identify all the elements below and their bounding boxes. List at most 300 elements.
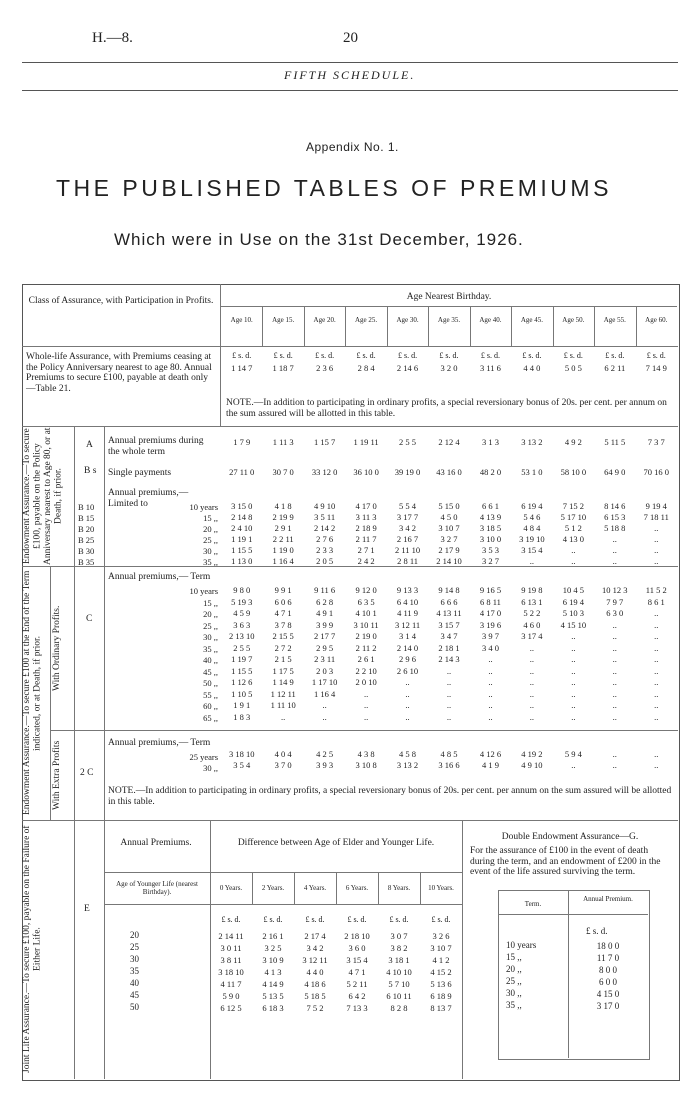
premium-cell: 2 3 11 [314,654,336,664]
c-term: 10 years [189,586,218,596]
premium-cell: 3 16 6 [438,760,460,770]
unit-label: £ s. d. [356,351,376,360]
premium-cell: 2 9 1 [274,523,292,533]
difference-column-header: 8 Years. [387,884,411,892]
premium-cell: 1 19 0 [272,545,294,555]
premium-cell: 4 1 9 [481,760,499,770]
premium-cell: 1 16 4 [314,688,336,699]
premium-cell: 2 4 10 [231,523,253,533]
difference-column-header: 0 Years. [219,884,243,892]
age-column-header: Age 10. [230,316,253,324]
joint-premium-cell: 4 1 3 [264,967,282,977]
c-term: 45 ,, [203,666,218,677]
premium-cell: 2 2 10 [355,665,377,676]
b-code: B 10 [78,502,95,512]
c-term: 65 ,, [203,712,218,723]
premium-cell: 2 7 1 [357,545,375,555]
premium-cell: 2 14 0 [396,642,419,653]
premium-cell: 9 19 4 [645,501,667,511]
premium-cell: 2 13 10 [228,631,255,641]
c-term: 60 ,, [203,701,218,711]
premium-cell: 9 19 8 [521,585,543,595]
premium-cell: .. [612,760,617,770]
top-rule [22,62,678,63]
ordinary-profits-label: With Ordinary Profits. [52,605,62,691]
premium-cell: 3 11 3 [355,512,377,522]
premium-cell: 1 16 4 [272,556,294,566]
age-column-header: Age 25. [355,316,378,324]
joint-values [210,914,462,1064]
c-term: 40 ,, [203,655,218,665]
premium-cell: .. [529,677,535,687]
double-premium: 11 7 0 [596,953,620,963]
unit-label: £ s. d. [347,915,367,924]
premium-cell: 1 11 10 [270,700,296,710]
premium-cell: 6 15 3 [604,512,626,522]
premium-cell: 4 1 8 [274,501,292,511]
joint-premium-cell: 2 14 11 [218,931,244,941]
joint-premium-cell: 4 1 2 [432,955,450,965]
double-premium: 4 15 0 [596,989,620,999]
c-term: 15 ,, [203,597,218,608]
premium-cell: 6 2 11 [604,363,626,373]
premium-cell: 6 6 1 [481,501,499,511]
page-subtitle: Which were in Use on the 31st December, 1926. [114,230,524,249]
joint-premium-cell: 7 5 2 [306,1003,324,1013]
premium-cell: 1 12 11 [270,688,296,699]
premium-cell: 2 6 1 [357,654,375,664]
premium-cell: .. [571,677,576,687]
unit-label: £ s. d. [480,351,500,360]
premium-cell: 2 14 3 [438,654,460,664]
code-bs: B s [84,466,97,476]
premium-cell: .. [571,631,576,641]
premium-cell: .. [654,688,659,699]
code-2c: 2 C [80,768,94,778]
joint-premium-cell: 5 13 5 [262,991,284,1001]
premium-cell: 2 19 9 [272,512,294,522]
premium-cell: 3 1 4 [399,631,417,641]
premium-cell: 1 18 7 [272,363,294,373]
premium-cell: .. [654,545,659,555]
joint-premium-cell: 3 0 7 [390,931,408,941]
premium-cell: .. [612,700,617,710]
premium-cell: .. [654,654,659,664]
premium-cell: 1 19 7 [231,654,253,664]
joint-premium-cell: 3 8 11 [220,955,242,965]
b-code: B 15 [78,513,95,523]
premium-cell: 2 19 0 [355,631,377,641]
c-term: 35 ,, [203,643,218,654]
premium-cell: 2 3 6 [316,363,334,373]
premium-cell: 9 16 5 [479,585,502,595]
premium-cell: .. [405,677,410,687]
premium-cell: .. [654,642,659,653]
premium-cell: 6 3 0 [606,608,624,618]
premium-cell: 2 11 10 [394,545,421,555]
premium-cell: .. [654,711,659,722]
premium-cell: 5 4 6 [523,512,541,522]
double-endowment-desc: For the assurance of £100 in the event of death during the term, and an endowment of £200 in the event of the life assured surviving the term. [470,846,661,877]
double-term: 10 years [506,940,537,950]
premium-cell: 8 6 1 [647,596,665,607]
premium-cell: 5 2 2 [523,608,541,618]
b-code: B 25 [78,535,95,545]
premium-cell: 2 0 3 [316,665,334,676]
c-term: 50 ,, [203,678,218,688]
premium-cell: 3 9 7 [481,631,499,641]
b-code: B 30 [78,546,95,556]
age-column-header: Age 45. [520,316,543,324]
premium-cell: 1 9 1 [233,700,251,710]
premium-cell: 1 12 6 [231,677,253,687]
premium-cell: 5 11 5 [604,437,626,447]
premium-cell: 3 10 8 [355,760,377,770]
difference-column-header: 6 Years. [345,884,369,892]
joint-premium-cell: 6 10 11 [386,991,412,1001]
premium-cell: .. [571,654,576,664]
premium-cell: 6 3 5 [357,596,375,607]
joint-premium-cell: 4 11 7 [220,979,242,989]
premium-cell: 6 2 8 [316,596,334,607]
c2-note: NOTE.—In addition to participating in ordinary profits, a special reversionary bonus of 20s. per cent. per annum on the sum assured will be allotted in this table. [108,786,672,807]
double-term: 25 ,, [506,976,522,986]
premium-cell: .. [571,711,576,722]
premium-cell: 3 4 2 [399,523,417,533]
premium-cell: 2 12 4 [438,437,460,447]
joint-premium-cell: 6 18 9 [430,991,452,1001]
premium-cell: 3 13 2 [521,437,543,447]
premium-cell: 2 14 2 [314,523,336,533]
joint-premium-cell: 3 12 11 [302,955,328,965]
premium-cell: .. [571,556,576,566]
premium-cell: 9 14 8 [438,585,460,595]
premium-cell: 9 9 1 [274,585,292,595]
premium-cell: 4 17 0 [479,608,502,618]
difference-columns [210,872,462,904]
premium-cell: .. [488,665,493,676]
joint-premium-cell: 3 2 5 [264,943,282,953]
joint-premium-cell: 3 4 2 [306,943,324,953]
premium-cell: 1 7 9 [233,437,251,447]
joint-premium-cell: 5 18 5 [304,991,326,1001]
c-term: 55 ,, [203,689,218,700]
premium-cell: .. [612,631,617,641]
whole-life-note: NOTE.—In addition to participating in ordinary profits, a special reversionary bonus of 20s. per cent. per annum on the sum assured will be allotted in this table. [226,398,667,419]
premium-cell: 2 0 5 [316,556,334,566]
premium-cell: .. [654,700,659,710]
premium-cell: 2 6 10 [396,665,419,676]
premium-cell: .. [446,688,452,699]
c2-head: Annual premiums,— Term [108,738,211,748]
premium-cell: 8 14 6 [604,501,626,511]
b-head: Annual premiums,— Limited to [108,488,189,509]
premium-cell: 5 1 2 [564,523,582,533]
premium-cell: .. [446,711,452,722]
premium-cell: 2 5 5 [399,437,417,447]
age-columns [221,306,677,346]
premium-cell: 3 4 7 [440,631,458,641]
premium-cell: .. [612,534,617,544]
premium-cell: .. [529,665,535,676]
premium-cell: 2 18 9 [355,523,377,533]
joint-premium-cell: 5 2 11 [346,979,368,989]
double-endowment-title: Double Endowment Assurance—G. [501,832,639,842]
joint-premium-cell: 3 18 1 [388,955,410,965]
premium-cell: 4 0 4 [274,749,292,759]
premium-cell: 2 0 10 [355,677,377,687]
joint-premium-cell: 6 12 5 [220,1003,242,1013]
premium-cell: 7 15 2 [562,501,584,511]
premium-cell: 7 18 11 [643,512,669,522]
a-desc: Annual premiums during the whole term [108,436,204,457]
premium-cell: .. [529,556,535,566]
premium-cell: .. [612,619,617,630]
joint-premium-cell: 2 18 10 [344,931,370,941]
premium-cell: 4 6 0 [523,619,541,630]
page-title: THE PUBLISHED TABLES OF PREMIUMS [56,175,612,201]
premium-cell: 4 5 8 [399,749,417,759]
premium-cell: 5 9 4 [564,749,582,759]
premium-cell: 1 15 5 [231,665,253,676]
premium-cell: .. [654,556,659,566]
extra-profits-label: With Extra Profits [52,740,62,810]
endowment-term-side-label: Endowment Assurance.—To secure £100 at the End of the Term indicated, or at Death, if prior. [22,570,43,816]
joint-premium-cell: 8 2 8 [390,1003,408,1013]
premium-cell: 2 16 7 [396,534,419,544]
premium-cell: 3 5 11 [314,512,336,522]
premium-cell: 4 13 0 [562,534,584,544]
premium-cell: 11 5 2 [645,585,667,595]
age-column-header: Age 50. [562,316,585,324]
premium-cell: 3 4 0 [481,642,499,653]
premium-cell: 3 5 4 [233,760,251,770]
header-left: H.—8. [92,30,133,46]
bs-desc: Single payments [108,468,172,478]
premium-cell: .. [571,545,576,555]
premium-cell: 4 9 2 [564,437,582,447]
premium-cell: 3 18 5 [479,523,502,533]
premium-cell: 10 4 5 [562,585,584,595]
premium-cell: 4 12 6 [479,749,502,759]
c-term: 20 ,, [203,609,218,619]
premium-cell: .. [612,677,617,687]
premium-cell: 4 5 9 [233,608,251,618]
premium-cell: 3 10 11 [353,619,379,630]
premium-cell: 3 2 7 [440,534,458,544]
premium-cell: 2 8 11 [397,556,418,566]
premium-cell: 58 10 0 [560,467,587,477]
premium-cell: .. [488,700,493,710]
premium-cell: 6 19 4 [562,596,584,607]
b-term: 30 ,, [203,546,218,556]
b-code: B 20 [78,524,95,534]
premium-cell: 7 9 7 [606,596,624,607]
premium-cell: .. [446,665,452,676]
premium-cell: 3 10 0 [479,534,502,544]
joint-premium-cell: 3 10 9 [262,955,284,965]
premium-cell: .. [446,700,452,710]
premium-cell: .. [322,711,327,722]
premium-cell: .. [612,711,617,722]
premium-cell: 3 15 4 [521,545,543,555]
premium-cell: 2 5 5 [233,642,251,653]
joint-premium-cell: 4 18 6 [304,979,326,989]
premium-cell: 9 13 3 [396,585,419,595]
a-values [221,436,677,450]
premium-cell: 3 19 10 [519,534,545,544]
difference-head: Difference between Age of Elder and Younger Life. [237,838,435,848]
unit-label: £ s. d. [431,915,451,924]
premium-cell: 6 4 10 [396,596,419,607]
premium-cell: 5 19 3 [231,596,253,607]
premium-cell: 10 12 3 [602,585,628,595]
premium-cell: 3 12 11 [394,619,421,630]
premium-cell: .. [654,665,659,676]
younger-age: 50 [130,1002,139,1012]
premium-cell: 3 17 4 [521,631,543,641]
premium-cell: .. [612,642,617,653]
premium-cell: 3 13 2 [396,760,419,770]
premium-cell: .. [612,556,617,566]
premium-cell: 3 9 9 [316,619,334,630]
joint-premium-cell: 4 10 10 [386,967,412,977]
premium-head: Annual Premium. [583,895,633,903]
premium-cell: .. [529,688,535,699]
age-column-header: Age 60. [645,316,668,324]
premium-cell: .. [281,711,286,722]
unit-label: £ s. d. [646,351,666,360]
code-c: C [86,614,93,624]
younger-age: 25 [130,942,139,952]
joint-premium-cell: 3 6 0 [348,943,366,953]
premium-cell: 3 5 3 [481,545,499,555]
premium-cell: 3 10 7 [438,523,460,533]
premium-cell: 4 2 5 [316,749,334,759]
premium-cell: 2 9 6 [399,654,417,664]
premium-cell: 3 6 3 [233,619,251,630]
premium-cell: 3 18 10 [228,749,255,759]
c2-term: 30 ,, [203,763,218,773]
c-values [221,584,677,734]
premium-cell: 9 12 0 [355,585,377,595]
premium-cell: .. [571,700,576,710]
double-term: 35 ,, [506,1000,522,1010]
premium-cell: 6 0 6 [274,596,292,607]
younger-age: 35 [130,966,139,976]
premium-cell: 4 9 1 [316,608,334,618]
premium-cell: 3 7 0 [274,760,292,770]
premium-cell: 4 3 8 [357,749,375,759]
premium-cell: .. [654,760,659,770]
double-premium: 8 0 0 [599,965,617,975]
premium-cell: 2 14 10 [436,556,462,566]
b-term: 25 ,, [203,535,218,545]
premium-cell: 30 7 0 [272,467,294,477]
premium-cell: .. [488,688,493,699]
double-premium: 3 17 0 [596,1001,620,1011]
premium-cell: 2 7 2 [274,642,292,653]
premium-cell: 3 1 3 [481,437,499,447]
premium-cell: 5 10 3 [562,608,584,618]
b-values [221,500,677,570]
premium-cell: 43 16 0 [436,467,462,477]
premium-cell: 3 2 0 [440,363,458,373]
premium-cell: 4 11 9 [397,608,418,618]
premium-cell: 2 14 8 [231,512,253,522]
page-number: 20 [343,30,358,46]
premium-cell: .. [529,711,535,722]
premium-cell: 5 17 10 [560,512,587,522]
premium-cell: 53 1 0 [521,467,543,477]
premium-cell: 9 11 6 [314,585,336,595]
premium-cell: .. [363,711,369,722]
premium-cell: .. [612,688,617,699]
premium-cell: 5 15 0 [438,501,460,511]
premium-cell: .. [612,665,617,676]
premium-cell: .. [654,631,659,641]
joint-premium-cell: 4 7 1 [348,967,366,977]
whole-life-values [221,350,677,378]
b-term: 10 years [189,502,218,512]
age-column-header: Age 35. [437,316,461,324]
premium-cell: 6 19 4 [521,501,543,511]
unit-label: £ s. d. [439,351,459,360]
premium-cell: .. [612,749,617,759]
premium-cell: 2 2 11 [272,534,294,544]
b-term: 35 ,, [203,557,218,567]
age-header: Age Nearest Birthday. [406,292,492,302]
schedule-title: FIFTH SCHEDULE. [284,68,416,82]
double-term: 15 ,, [506,952,522,962]
premium-cell: .. [529,642,535,653]
age-column-header: Age 40. [479,316,502,324]
joint-premium-cell: 3 18 10 [218,967,244,977]
code-a: A [86,440,93,450]
joint-premium-cell: 2 17 4 [304,931,326,941]
younger-life-head: Age of Younger Life (nearest Birthday). [116,880,198,896]
b-code: B 35 [78,557,95,567]
premium-cell: 1 14 9 [272,677,294,687]
c-term: 25 ,, [203,620,218,631]
age-column-header: Age 20. [313,316,336,324]
age-column-header: Age 30. [396,316,419,324]
joint-premium-cell: 2 16 1 [262,931,284,941]
joint-premium-cell: 4 15 2 [430,967,452,977]
unit-label: £ s. d. [273,351,293,360]
c2-values [221,748,677,778]
premium-cell: 3 15 7 [438,619,460,630]
premium-cell: .. [654,619,659,630]
joint-premium-cell: 3 2 6 [432,931,450,941]
premium-cell: 4 8 5 [440,749,458,759]
premium-cell: 4 10 1 [355,608,377,618]
c-head: Annual premiums,— Term [108,572,211,582]
premium-cell: 4 13 9 [479,512,502,522]
premium-cell: 3 9 3 [316,760,334,770]
difference-column-header: 4 Years. [303,884,327,892]
double-term: 30 ,, [506,988,522,998]
premium-cell: 5 0 5 [564,363,582,373]
premium-cell: 6 8 11 [479,596,501,607]
unit-label: £ s. d. [305,915,325,924]
premium-cell: 2 15 5 [272,631,294,641]
joint-premium-cell: 8 13 7 [430,1003,452,1013]
unit-label: £ s. d. [221,915,241,924]
premium-cell: 1 8 3 [233,711,251,722]
c2-term: 25 years [189,752,218,762]
unit-label: £ s. d. [232,351,252,360]
